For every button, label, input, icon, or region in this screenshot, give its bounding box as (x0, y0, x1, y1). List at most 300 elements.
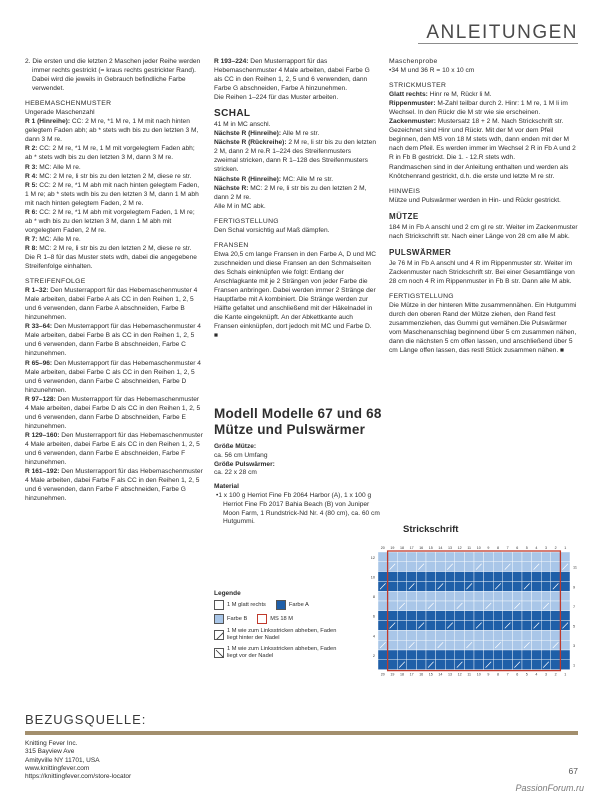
chart-cell (388, 611, 398, 621)
chart-cell (464, 650, 474, 660)
heading-hinweis: HINWEIS (389, 187, 421, 195)
column-number: 3 (545, 672, 547, 677)
chart-cell (378, 552, 388, 562)
rows-note: Die R 1–8 für das Muster stets wdh, dabei die angegebene Streifenfolge einhalten. (25, 253, 197, 271)
pattern-row: R 5: CC: 2 M re, *1 M abh mit nach hinten gelegtem Faden, 1 M re; ab * stets wdh bis zu den letzten 3 M, dann 1 M abh mit nach hinten gelegtem Faden, 2 M re. (25, 181, 200, 207)
chart-cell (416, 572, 426, 582)
stripe-row: R 161–192: Den Musterrapport für das Hebemaschenmuster 4 Male arbeiten, dabei Farbe F als CC in den Reihen 1, 2, 5 und 6 verwenden, dann Farbe F abschneiden, Farbe G hinzunehmen. (25, 468, 203, 503)
chart-cell (455, 621, 465, 631)
section-title: ANLEITUNGEN (426, 22, 578, 43)
chart-cell (426, 591, 436, 601)
chart-cell (560, 572, 570, 582)
column-number: 17 (409, 672, 414, 677)
column-number: 1 (564, 546, 567, 550)
chart-cell (455, 572, 465, 582)
heading-probe: Maschenprobe (389, 58, 438, 65)
column-number: 8 (497, 672, 499, 677)
chart-cell (560, 611, 570, 621)
chart-cell (407, 621, 417, 631)
chart-cell (445, 552, 455, 562)
swatch-b (214, 614, 224, 624)
chart-cell (512, 562, 522, 572)
stripe-row: R 33–64: Den Musterrapport für das Hebemaschenmuster 4 Male arbeiten, dabei Farbe B als CC in den Reihen 1, 2, 5 und 6 verwenden, dann Farbe B abschneiden, Farbe C hinzunehmen. (25, 323, 201, 358)
swatch-plain (214, 600, 224, 610)
chart-cell (551, 572, 561, 582)
heading-schal: SCHAL (214, 108, 251, 120)
chart-cell (512, 572, 522, 582)
chart-cell (522, 650, 532, 660)
supplier-locator[interactable]: https://knittingfever.com/store-locator (25, 773, 132, 781)
column-number: 10 (476, 546, 481, 550)
chart-cell (464, 630, 474, 640)
column-number: 20 (380, 546, 385, 550)
chart-cell (512, 611, 522, 621)
muetze-text: 184 M in Fb A anschl und 2 cm gl re str. Weiter im Zackenmuster nach Strickschrift str. Nach einer Länge von 28 cm alle M abk. (389, 223, 578, 240)
heading-streifenfolge: STREIFENFOLGE (25, 278, 86, 286)
chart-cell (397, 630, 407, 640)
legend-title: Legende (214, 590, 241, 597)
chart-cell (388, 640, 398, 650)
chart-cell (397, 621, 407, 631)
chart-cell (416, 581, 426, 591)
schal-row: Nächste R (Hinreihe): Alle M re str. (214, 130, 320, 138)
heading-fertigstellung: FERTIGSTELLUNG (214, 217, 279, 225)
chart-cell (455, 611, 465, 621)
chart-cell (493, 601, 503, 611)
chart-cell (474, 630, 484, 640)
chart-cell (436, 562, 446, 572)
chart-cell (522, 601, 532, 611)
schal-row: Nächste R (Rückreihe): 2 M re, li str bis zu den letzten 2 M, dann 2 M re.R 1–224 des Streifenmusters zweimal stricken, dann R 1–128 des Streifenmusters stricken. (214, 139, 376, 174)
chart-cell (493, 630, 503, 640)
chart-cell (551, 630, 561, 640)
chart-cell (407, 660, 417, 670)
stripe-row: R 1–32: Den Musterrapport für das Hebemaschenmuster 4 Male arbeiten, dabei Farbe A als CC in den Reihen 1, 2, 5 und 6 verwenden, dann Farbe A abschneiden, Farbe B hinzunehmen. (25, 287, 198, 322)
chart-cell (464, 621, 474, 631)
column-number: 16 (419, 672, 424, 677)
chart-cell (464, 572, 474, 582)
chart-cell (436, 591, 446, 601)
pattern-row: R 6: CC: 2 M re, *1 M abh mit vorgelegtem Faden, 1 M re; ab * wdh bis zu den letzten 3 M, dann 1 M abh mit vorgelegtem Faden, 2 M re. (25, 208, 195, 234)
chart-cell (455, 552, 465, 562)
chart-cell (512, 640, 522, 650)
supplier-address (25, 740, 131, 781)
chart-cell (474, 650, 484, 660)
chart-cell (560, 660, 570, 670)
chart-cell (445, 630, 455, 640)
chart-cell (522, 562, 532, 572)
probe-text: • 34 M und 36 R = 10 x 10 cm (389, 66, 579, 75)
row-number: 11 (573, 565, 577, 570)
column-number: 12 (457, 546, 462, 550)
column-number: 11 (467, 672, 472, 677)
chart-cell (474, 611, 484, 621)
chart-cell (445, 591, 455, 601)
model-block (214, 406, 384, 527)
legend (214, 590, 389, 664)
column-number: 9 (487, 546, 490, 550)
column-left (25, 57, 203, 503)
chart-cell (416, 552, 426, 562)
chart-cell (532, 650, 542, 660)
chart-cell (445, 581, 455, 591)
chart-cell (512, 591, 522, 601)
size-hat-label: Größe Mütze: (214, 443, 257, 450)
column-number: 7 (506, 672, 509, 677)
chart-cell (416, 640, 426, 650)
page-number: 67 (568, 766, 578, 776)
stripe-rows (25, 286, 203, 503)
chart-cell (512, 630, 522, 640)
chart-cell (541, 591, 551, 601)
legend-plain: 1 M glatt rechts (227, 601, 266, 608)
stripe-row: R 97–128: Den Musterrapport für das Hebemaschenmuster 4 Male arbeiten, dabei Farbe D als CC in den Reihen 1, 2, 5 und 6 verwenden, dann Farbe D abschneiden, Farbe E hinzunehmen. (25, 395, 201, 430)
chart-cell (560, 581, 570, 591)
stripe-row: R 129–160: Den Musterrapport für das Hebemaschenmuster 4 Male arbeiten, dabei Farbe E als CC in den Reihen 1, 2, 5 und 6 verwenden, dann Farbe E abschneiden, Farbe F hinzunehmen. (25, 431, 203, 467)
schal-row: Nächste R: MC: 2 M re, li str bis zu den letzten 2 M, dann 2 M re. (214, 184, 367, 201)
chart-cell (397, 562, 407, 572)
chart-cell (541, 552, 551, 562)
pattern-row: R 7: MC: Alle M re. (25, 235, 81, 243)
heading-muetze: MÜTZE (389, 211, 419, 221)
chart-cell (512, 581, 522, 591)
chart-cell (388, 630, 398, 640)
row-number: 4 (372, 634, 375, 639)
chart-cell (388, 601, 398, 611)
chart-cell (532, 640, 542, 650)
chart-cell (503, 552, 513, 562)
chart-cell (436, 572, 446, 582)
chart-cell (464, 591, 474, 601)
chart-cell (551, 601, 561, 611)
watermark: PassionForum.ru (515, 783, 584, 793)
chart-cell (512, 552, 522, 562)
row-number: 7 (573, 604, 576, 609)
pattern-row: R 2: CC: 2 M re, *1 M re, 1 M mit vorgelegtem Faden abh; ab * stets wdh bis zu den letzten 3 M, dann 3 M re. (25, 145, 195, 162)
supplier-web[interactable]: www.knittingfever.com (25, 764, 90, 772)
column-number: 4 (535, 672, 538, 677)
chart-cell (436, 621, 446, 631)
pattern-row: R 8: MC: 2 M re, li str bis zu den letzten 2 M, diese re str. (25, 244, 192, 252)
column-number: 15 (428, 672, 433, 677)
chart-cell (493, 660, 503, 670)
chart-cell (532, 660, 542, 670)
chart-cell (522, 621, 532, 631)
legend-a: Farbe A (288, 601, 309, 608)
chart-cell (426, 562, 436, 572)
bezugsquelle-title: BEZUGSQUELLE: (25, 712, 147, 727)
chart-cell (551, 650, 561, 660)
chart-cell (455, 650, 465, 660)
column-number: 4 (535, 546, 538, 550)
heading-pulswaermer: PULSWÄRMER (389, 247, 452, 257)
swatch-ms (257, 614, 267, 624)
chart-cell (484, 552, 494, 562)
column-number: 14 (438, 672, 443, 677)
column-number: 17 (409, 546, 414, 550)
chart-cell (426, 552, 436, 562)
column-number: 16 (419, 546, 424, 550)
chart-cell (397, 572, 407, 582)
chart-cell (436, 611, 446, 621)
strick-row: Rippenmuster: M-Zahl teilbar durch 2. Hinr: 1 M re, 1 M li im Wechsel. In den Rückr die M str wie sie erscheinen. (389, 100, 568, 117)
chart-cell (541, 640, 551, 650)
chart-cell (551, 611, 561, 621)
chart-cell (426, 581, 436, 591)
chart-cell (493, 591, 503, 601)
chart-cell (407, 591, 417, 601)
chart-cell (560, 640, 570, 650)
material-label: Material (214, 483, 239, 491)
chart-cell (541, 581, 551, 591)
chart-cell (378, 572, 388, 582)
column-number: 11 (467, 546, 472, 550)
chart-cell (474, 572, 484, 582)
chart-cell (541, 562, 551, 572)
chart-cell (532, 630, 542, 640)
pattern-row: R 4: MC: 2 M re, li str bis zu den letzten 2 M, diese re str. (25, 172, 192, 180)
chart-cell (455, 640, 465, 650)
column-number: 6 (516, 672, 519, 677)
strick-row: Glatt rechts: Hinr re M, Rückr li M. (389, 91, 492, 99)
schal-row: Nächste R (Hinreihe): MC: Alle M re str. (214, 175, 334, 183)
column-number: 2 (554, 546, 557, 550)
column-middle (214, 57, 376, 340)
row-number: 9 (573, 585, 576, 590)
chart-cell (416, 650, 426, 660)
row-number: 12 (370, 555, 375, 560)
chart-cell (560, 650, 570, 660)
slip-front-icon (214, 648, 224, 658)
chart-cell (503, 630, 513, 640)
chart-cell (474, 601, 484, 611)
chart-cell (512, 621, 522, 631)
chart-cell (445, 660, 455, 670)
chart-cell (436, 601, 446, 611)
column-number: 5 (525, 672, 528, 677)
column-number: 19 (390, 546, 395, 550)
column-number: 1 (564, 672, 567, 677)
strick-rows (389, 90, 579, 162)
chart-cell (541, 621, 551, 631)
header-rule (418, 43, 578, 44)
chart-cell (484, 640, 494, 650)
column-number: 18 (400, 546, 404, 550)
row-number: 8 (372, 595, 375, 600)
chart-cell (493, 621, 503, 631)
fransen-text: Etwa 20,5 cm lange Fransen in den Farbe A, D und MC zuschneiden und diese Fransen an den Schmalseiten des Schals einknüpfen wie folgt: Entlang der Anschlagkante mit je 2 Strängen von jeder Farbe die Fransen anbringen. Dabei werden immer 2 Stränge der Hauptfarbe mit A kombiniert. Die Stränge werden zur Hälfte gefaltet und anschließend mit der Häkelnadel in die Kante eingeknüpft. An der Abkettkante auch Fransen einknüpfen, dort jedoch mit MC und Farbe D. ■ (214, 250, 376, 340)
chart-cell (512, 650, 522, 660)
column-number: 19 (390, 672, 395, 677)
size-wrist: ca. 22 x 28 cm (214, 469, 257, 477)
supplier-name: Knitting Fever Inc. (25, 740, 78, 747)
chart-cell (493, 552, 503, 562)
chart-cell (474, 591, 484, 601)
fertigstellung-text: Den Schal vorsichtig auf Maß dämpfen. (214, 226, 330, 234)
chart-cell (378, 601, 388, 611)
chart-cell (522, 630, 532, 640)
chart-cell (388, 650, 398, 660)
chart-cell (532, 591, 542, 601)
chart-cell (407, 630, 417, 640)
chart-cell (455, 581, 465, 591)
schal-end: Alle M in MC abk. (214, 202, 266, 210)
stripe-row: R 65–96: Den Musterrapport für das Hebemaschenmuster 4 Male arbeiten, dabei Farbe C als CC in den Reihen 1, 2, 5 und 6 verwenden, dann Farbe C abschneiden, Farbe D hinzunehmen. (25, 359, 201, 394)
chart-cell (455, 591, 465, 601)
chart-cell (455, 630, 465, 640)
chart-cell (503, 640, 513, 650)
chart-cell (474, 552, 484, 562)
supplier-street: 315 Bayview Ave (25, 748, 75, 756)
chart-cell (484, 611, 494, 621)
chart-cell (416, 630, 426, 640)
heading-hebemaschen: HEBEMASCHENMUSTER (25, 100, 112, 108)
chart-cell (378, 630, 388, 640)
hinweis-text: Mütze und Pulswärmer werden in Hin- und Rückr gestrickt. (389, 196, 561, 204)
chart-cell (464, 601, 474, 611)
chart-cell (464, 562, 474, 572)
swatch-a (276, 600, 286, 610)
intro-text: 2. Die ersten und die letzten 2 Maschen jeder Reihe werden immer rechts gestrickt (= kraus rechts gestrickter Rand). Dabei wird die jeweils in Gebrauch befindliche Farbe verwendet. (25, 58, 201, 93)
row-number: 2 (372, 653, 375, 658)
chart-cell (541, 650, 551, 660)
pattern-row: R 3: MC: Alle M re. (25, 163, 81, 171)
chart-cell (493, 572, 503, 582)
chart-cell (532, 611, 542, 621)
chart-cell (388, 581, 398, 591)
chart-cell (484, 572, 494, 582)
chart-cell (397, 640, 407, 650)
chart-cell (388, 660, 398, 670)
column-number: 18 (400, 672, 404, 677)
page-header (0, 0, 600, 48)
chart-cell (560, 601, 570, 611)
chart-cell (426, 650, 436, 660)
row-number: 5 (573, 624, 576, 629)
chart-cell (493, 562, 503, 572)
chart-cell (484, 630, 494, 640)
heading-fransen: FRANSEN (214, 241, 249, 249)
chart-cell (426, 640, 436, 650)
column-number: 12 (457, 672, 462, 677)
chart-cell (436, 552, 446, 562)
chart-cell (484, 621, 494, 631)
chart-cell (503, 601, 513, 611)
fertig-text: Die Mütze in der hinteren Mitte zusammennähen. Ein Hutgummi durch den oberen Rand der Mütze ziehen, den Rand fest zusammenziehen, das Gummi gut vernähen.Die Pulswärmer vom Maschenanschlag beginnend über 5 cm zusammen nähen, dann die nächsten 5 cm offen lassen, und anschließend über 5 cm Länge offen lassen, das restl Stück zusammen nähen. ■ (389, 301, 577, 355)
chart-cell (464, 660, 474, 670)
column-number: 13 (448, 672, 452, 677)
size-wrist-label: Größe Pulswärmer: (214, 460, 275, 468)
chart-title: Strickschrift (403, 524, 459, 535)
chart-cell (397, 581, 407, 591)
column-right (389, 57, 579, 355)
column-number: 2 (554, 672, 557, 677)
legend-slip-back: 1 M wie zum Linksstricken abheben, Faden liegt hinter der Nadel (227, 628, 337, 641)
chart-cell (455, 562, 465, 572)
chart-cell (397, 650, 407, 660)
column-number: 9 (487, 672, 490, 677)
size-hat: ca. 56 cm Umfang (214, 451, 268, 459)
column-number: 5 (525, 546, 528, 550)
chart-cell (378, 660, 388, 670)
chart-cell (416, 611, 426, 621)
chart-cell (445, 572, 455, 582)
strick-row: Zackenmuster: Mustersatz 18 + 2 M. Nach Strickschrift str. Gezeichnet sind Hinr und Rückr. Mit der M vor dem Pfeil beginnen, den MS von 18 M stets wdh, dann enden mit der M nach dem Pfeil. Es werden immer im Wechsel 2 R in Fb A und 2 R in Fb B gestrickt. Die 1. - 12.R stets wdh. (389, 118, 576, 162)
chart-cell (522, 660, 532, 670)
chart-cell (532, 552, 542, 562)
chart-cell (503, 581, 513, 591)
model-title: Modell Modelle 67 und 68 Mütze und Pulswärmer (214, 406, 382, 437)
chart-cell (484, 581, 494, 591)
heading-fertig: FERTIGSTELLUNG (389, 292, 454, 300)
chart-cell (426, 621, 436, 631)
chart-cell (378, 562, 388, 572)
chart-cell (560, 591, 570, 601)
puls-text: Je 76 M in Fb A anschl und 4 R im Rippenmuster str. Weiter im Zackenmuster nach Strickschrift str. Bei einer Gesamtlänge von 28 cm noch 4 R im Rippenmuster in Fb B str. Dann alle M abk. (389, 259, 575, 285)
chart-cell (532, 572, 542, 582)
chart-cell (541, 611, 551, 621)
chart-cell (397, 591, 407, 601)
pattern-row: R 1 (Hinreihe): CC: 2 M re, *1 M re, 1 M mit nach hinten gelegtem Faden abh; ab * stets wdh bis zu den letzten 3 M, dann 3 M re. (25, 118, 199, 144)
chart-cell (436, 660, 446, 670)
column-number: 10 (476, 672, 481, 677)
chart-cell (388, 552, 398, 562)
chart-cell (484, 650, 494, 660)
chart-cell (522, 591, 532, 601)
chart-cell (426, 611, 436, 621)
chart-cell (388, 591, 398, 601)
chart-cell (474, 640, 484, 650)
chart-cell (416, 591, 426, 601)
chart-cell (388, 572, 398, 582)
chart-cell (551, 591, 561, 601)
chart-cell (484, 591, 494, 601)
column-number: 6 (516, 546, 519, 550)
chart-cell (551, 562, 561, 572)
material-item: • 1 x 100 g Herriot Fine Fb 2064 Harbor (A), 1 x 100 g Herriot Fine Fb 2017 Bahia Beach (B) von Juniper Moon Farm, 1 Rundstrick-Nd Nr. 4 (80 cm), ca. 60 cm Hutgummi. (214, 492, 384, 527)
row-number: 10 (370, 575, 375, 580)
row-number: 3 (573, 644, 576, 649)
chart-cell (551, 660, 561, 670)
chart-cell (445, 611, 455, 621)
stripe-row: R 193–224: Den Musterrapport für das Hebemaschenmuster 4 Male arbeiten, dabei Farbe G als CC in den Reihen 1, 2, 5 und 6 verwenden, dann Farbe G abschneiden, Farbe A hinzunehmen. (214, 58, 370, 93)
legend-slip-front: 1 M wie zum Linksstricken abheben, Faden liegt vor der Nadel (227, 646, 337, 659)
chart-cell (416, 660, 426, 670)
column-number: 15 (428, 546, 433, 550)
chart-cell (503, 591, 513, 601)
chart-cell (436, 630, 446, 640)
chart-cell (503, 660, 513, 670)
row-number: 6 (372, 614, 375, 619)
row-number: 1 (573, 663, 576, 668)
chart-cell (493, 611, 503, 621)
column-number: 8 (497, 546, 499, 550)
chart-cell (426, 572, 436, 582)
chart-cell (474, 581, 484, 591)
chart-cell (551, 621, 561, 631)
column-number: 14 (438, 546, 443, 550)
supplier-city: Amityville NY 11701, USA (25, 756, 100, 764)
chart-cell (541, 572, 551, 582)
chart-cell (397, 552, 407, 562)
column-number: 3 (545, 546, 547, 550)
chart-cell (407, 650, 417, 660)
chart-cell (522, 572, 532, 582)
legend-ms: MS 18 M (270, 615, 293, 622)
subheading: Ungerade Maschenzahl (25, 109, 95, 117)
chart-cell (522, 552, 532, 562)
legend-b: Farbe B (227, 615, 248, 622)
